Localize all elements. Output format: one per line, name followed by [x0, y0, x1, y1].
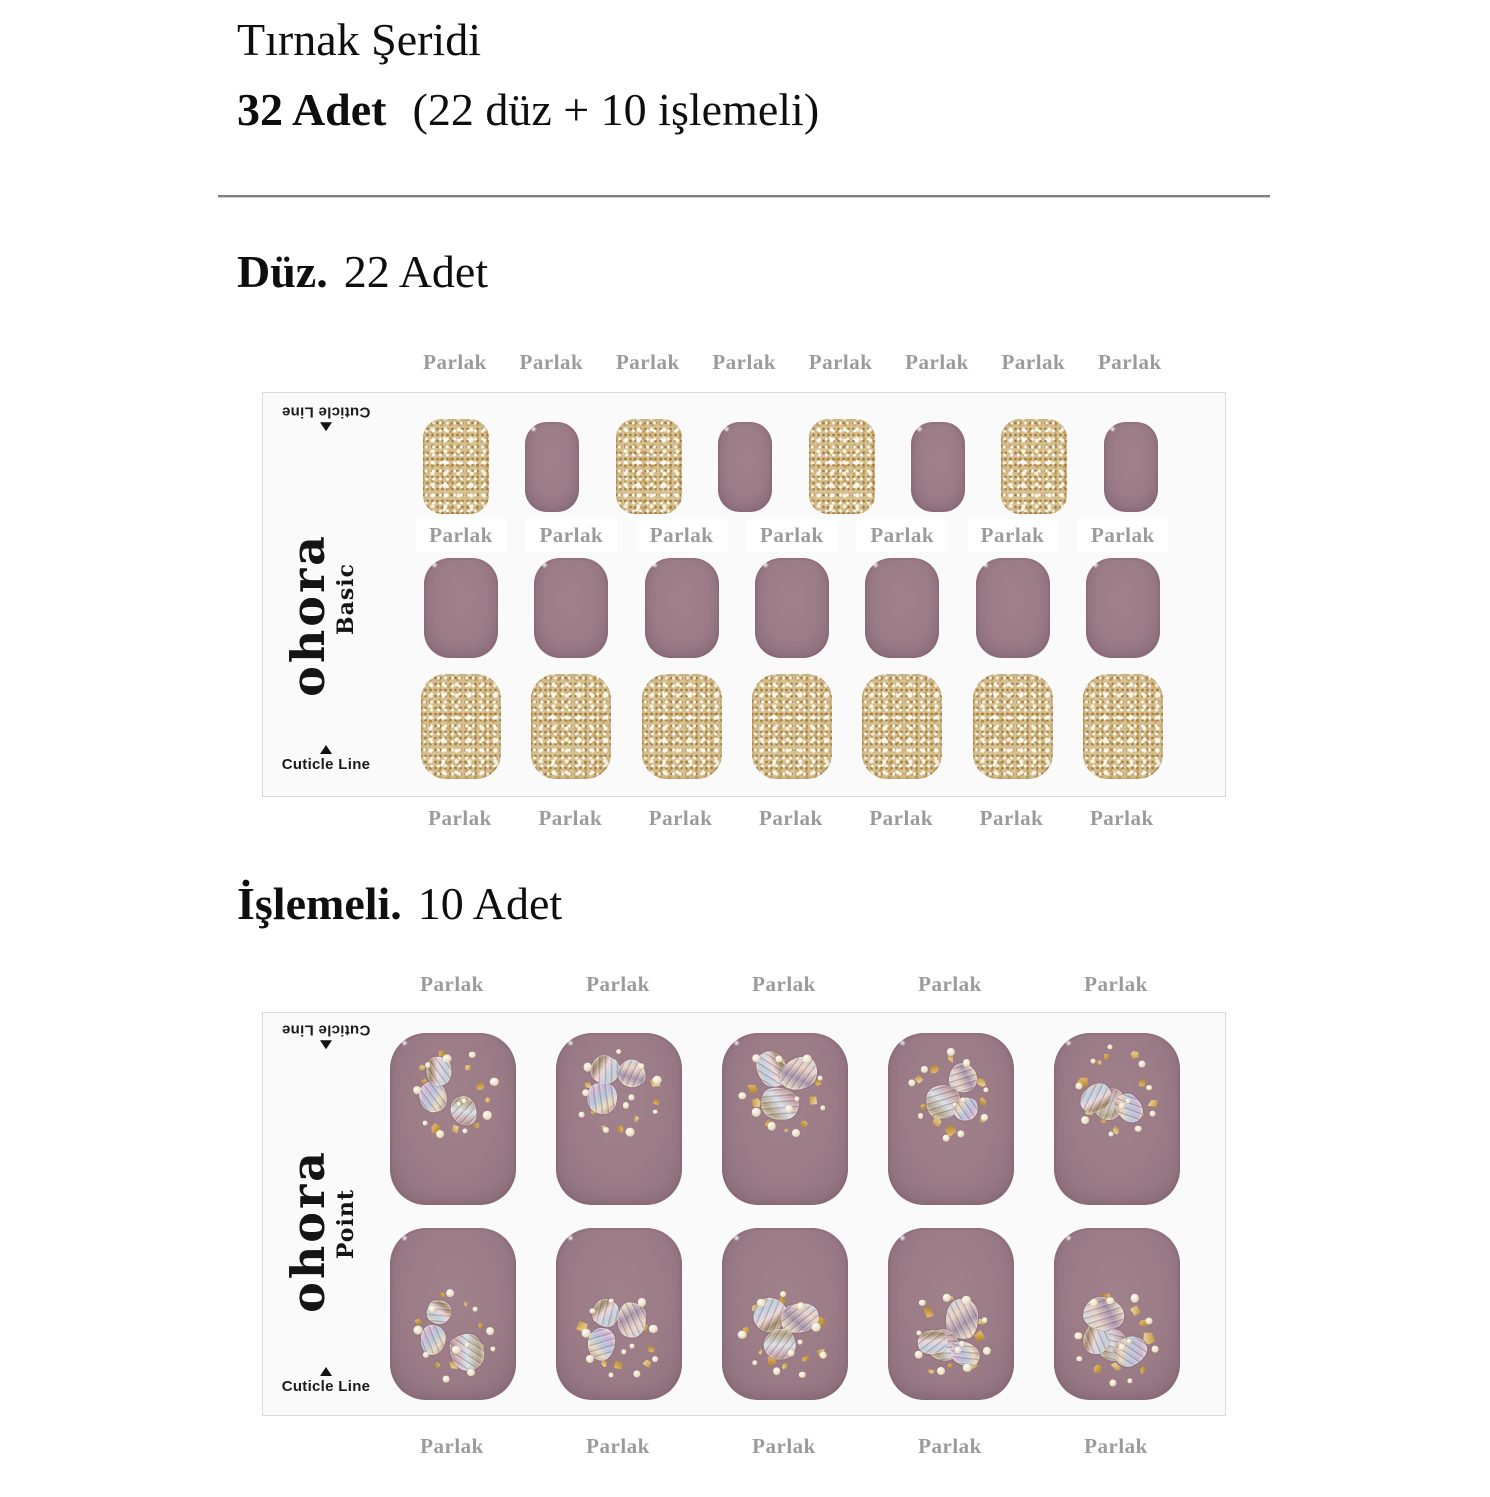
decorated-section-label: İşlemeli.	[237, 878, 402, 929]
shine-label: Parlak	[856, 519, 948, 552]
pearl	[1118, 1344, 1125, 1351]
nail-sticker-plain	[718, 422, 772, 512]
pearl	[963, 1364, 971, 1372]
shine-label: Parlak	[586, 972, 650, 996]
pearl	[443, 1376, 450, 1383]
decor-cluster	[746, 1050, 824, 1136]
cuticle-arrow-icon	[320, 1040, 332, 1049]
pearl	[914, 1351, 923, 1360]
pearl	[1152, 1346, 1159, 1353]
gold-flake	[1129, 1304, 1143, 1318]
shine-label: Parlak	[1089, 806, 1154, 830]
pearl	[1076, 1083, 1083, 1090]
pearl	[464, 1342, 469, 1347]
nail-sticker-plain	[755, 558, 829, 658]
gold-flake	[1138, 1365, 1146, 1376]
cuticle-line-marker-top	[271, 403, 381, 431]
pearl	[582, 1328, 591, 1337]
nail-sticker-glitter	[531, 674, 611, 779]
gold-flake	[780, 1361, 789, 1370]
pearl	[1138, 1061, 1145, 1068]
cuticle-arrow-icon	[320, 745, 332, 754]
brand-logo: ohora	[281, 1149, 335, 1313]
pearl	[490, 1077, 498, 1085]
shine-label: Parlak	[1077, 519, 1169, 552]
pearl	[1127, 1339, 1132, 1344]
product-count: 32 Adet	[237, 84, 387, 135]
pearl	[799, 1372, 805, 1378]
gold-flake	[642, 1359, 652, 1368]
gold-flake	[799, 1121, 808, 1129]
pearl	[1091, 1059, 1096, 1064]
cuticle-arrow-icon	[320, 1367, 332, 1376]
gold-flake	[1095, 1058, 1103, 1066]
nail-sticker-glitter	[423, 419, 489, 514]
nail-sticker-decorated	[1054, 1033, 1180, 1205]
gold-flake	[808, 1094, 819, 1107]
pearl	[491, 1346, 496, 1351]
pearl	[739, 1092, 746, 1099]
shine-label: Parlak	[586, 1434, 650, 1458]
gold-flake	[484, 1096, 491, 1103]
pearl	[578, 1111, 585, 1118]
cuticle-line-label: Cuticle Line	[281, 403, 371, 421]
pearl	[818, 1076, 823, 1081]
shine-label: Parlak	[918, 1434, 982, 1458]
gold-flake	[464, 1064, 471, 1072]
nail-sticker-plain	[645, 558, 719, 658]
shine-label: Parlak	[420, 1434, 484, 1458]
cuticle-line-label: Cuticle Line	[281, 1021, 371, 1039]
pearl	[609, 1373, 614, 1378]
nail-sticker-plain	[534, 558, 608, 658]
gold-flake	[451, 1124, 459, 1133]
cuticle-line-marker-bottom	[271, 1367, 381, 1395]
nail-sticker-decorated	[1054, 1228, 1180, 1400]
brand-logo: ohora	[281, 533, 335, 697]
pearl	[467, 1369, 475, 1377]
pearl	[820, 1105, 825, 1110]
shine-label: Parlak	[979, 806, 1044, 830]
pearl	[1127, 1379, 1132, 1384]
decor-cluster	[580, 1293, 658, 1379]
pearl	[919, 1299, 925, 1305]
shine-label: Parlak	[415, 519, 507, 552]
pearl	[983, 1087, 988, 1092]
shell-shard	[613, 1054, 652, 1093]
pearl	[456, 1102, 461, 1107]
pearl	[1075, 1333, 1082, 1340]
decor-cluster	[414, 1050, 492, 1136]
decor-cluster	[580, 1050, 658, 1136]
shine-label: Parlak	[752, 972, 816, 996]
pearl	[623, 1102, 629, 1108]
gold-flake	[783, 1127, 789, 1132]
decor-cluster	[746, 1293, 824, 1379]
pearl	[983, 1347, 991, 1355]
pearl	[649, 1325, 657, 1333]
pearl	[582, 1089, 590, 1097]
pearl	[1145, 1318, 1152, 1325]
shell-shard	[952, 1095, 979, 1121]
nail-sticker-plain	[1086, 558, 1160, 658]
pearl	[767, 1122, 776, 1131]
pearl	[413, 1325, 422, 1334]
shine-label: Parlak	[615, 350, 680, 374]
shine-label: Parlak	[648, 806, 713, 830]
pearl	[1131, 1294, 1139, 1302]
pearl	[1081, 1116, 1089, 1124]
nail-sticker-plain	[911, 422, 965, 512]
nail-sticker-glitter	[752, 674, 832, 779]
pearl	[982, 1317, 988, 1323]
pearl	[812, 1323, 821, 1332]
shine-label: Parlak	[525, 519, 617, 552]
page-title: Tırnak Şeridi	[237, 14, 481, 65]
pearl	[918, 1113, 924, 1119]
decorated-section-count: 10 Adet	[417, 878, 563, 929]
pearl	[423, 1352, 429, 1358]
pearl	[609, 1299, 614, 1304]
nail-sticker-decorated	[722, 1033, 848, 1205]
shine-label: Parlak	[1084, 972, 1148, 996]
gold-flake	[1093, 1363, 1104, 1374]
pearl	[633, 1370, 640, 1377]
pearl	[943, 1134, 950, 1141]
pearl	[820, 1352, 827, 1359]
shell-shard	[443, 1328, 491, 1377]
nail-sticker-decorated	[722, 1228, 848, 1400]
shine-label: Parlak	[905, 350, 969, 374]
shine-label: Parlak	[759, 806, 823, 830]
nail-sticker-decorated	[390, 1033, 516, 1205]
pearl	[603, 1127, 609, 1133]
pearl	[1149, 1110, 1156, 1117]
nail-sticker-plain	[1104, 422, 1158, 512]
shine-label: Parlak	[967, 519, 1059, 552]
pearl	[1109, 1131, 1114, 1136]
nail-sticker-decorated	[556, 1228, 682, 1400]
pearl	[1135, 1125, 1142, 1132]
shine-label: Parlak	[746, 519, 838, 552]
pearl	[473, 1307, 478, 1312]
nail-sticker-glitter	[642, 674, 722, 779]
gold-flake	[615, 1124, 626, 1135]
pearl	[908, 1079, 915, 1086]
pearl	[653, 1075, 662, 1084]
pearl	[1107, 1044, 1112, 1049]
nail-sticker-glitter	[616, 419, 682, 514]
shine-label: Parlak	[420, 972, 484, 996]
pearl	[621, 1349, 626, 1354]
pearl	[752, 1108, 761, 1117]
gold-flake	[800, 1354, 811, 1363]
pearl	[425, 1062, 431, 1068]
pearl	[942, 1294, 950, 1302]
gold-flake	[1129, 1048, 1142, 1061]
pearl	[921, 1066, 927, 1072]
pearl	[776, 1055, 783, 1062]
gold-flake	[1146, 1098, 1160, 1110]
shine-label: Parlak	[1001, 350, 1066, 374]
gold-flake	[758, 1349, 764, 1356]
flat-section-label: Düz.	[237, 246, 328, 297]
decor-cluster	[414, 1293, 492, 1379]
pearl	[463, 1128, 468, 1133]
decor-cluster	[912, 1293, 990, 1379]
gold-flake	[922, 1304, 936, 1319]
pearl	[469, 1051, 475, 1057]
cuticle-line-label: Cuticle Line	[281, 756, 371, 773]
shine-label: Parlak	[712, 350, 777, 374]
brand-collection-basic: Basic	[333, 563, 359, 635]
pearl	[738, 1331, 747, 1340]
gold-flake	[947, 1363, 953, 1369]
decor-cluster	[912, 1050, 990, 1136]
nail-sticker-glitter	[973, 674, 1053, 779]
pearl	[1146, 1085, 1152, 1091]
pearl	[957, 1130, 964, 1137]
shell-shard	[422, 1295, 455, 1328]
gold-flake	[474, 1079, 486, 1092]
flat-section-count: 22 Adet	[343, 246, 489, 297]
gold-flake	[438, 1292, 444, 1298]
nail-sticker-glitter	[1083, 674, 1163, 779]
pearl	[446, 1289, 454, 1297]
decor-cluster	[1078, 1293, 1156, 1379]
nail-sheet-point	[262, 1012, 1226, 1416]
pearl	[786, 1105, 794, 1113]
pearl	[963, 1059, 971, 1067]
shine-label: Parlak	[519, 350, 584, 374]
nail-sticker-plain	[424, 558, 498, 658]
pearl	[626, 1127, 635, 1136]
shine-label: Parlak	[808, 350, 873, 374]
gold-flake	[928, 1062, 941, 1075]
gold-flake	[478, 1322, 485, 1330]
pearl	[653, 1109, 658, 1114]
cuticle-line-label: Cuticle Line	[281, 1378, 371, 1395]
pearl	[947, 1048, 955, 1056]
gold-flake	[927, 1368, 935, 1374]
pearl	[752, 1360, 757, 1365]
nail-sticker-glitter	[809, 419, 875, 514]
pearl	[937, 1367, 945, 1375]
pearl	[792, 1129, 800, 1137]
shine-label: Parlak	[636, 519, 728, 552]
gold-flake	[632, 1115, 639, 1123]
product-count-detail: (22 düz + 10 işlemeli)	[412, 84, 820, 135]
pearl	[798, 1340, 803, 1345]
pearl	[803, 1055, 812, 1064]
pearl	[630, 1344, 635, 1349]
product-count-line	[237, 84, 819, 137]
pearl	[1109, 1379, 1116, 1386]
pearl	[436, 1130, 444, 1138]
pearl	[788, 1350, 795, 1357]
shine-label: Parlak	[428, 806, 492, 830]
nail-sticker-decorated	[888, 1228, 1014, 1400]
nail-sticker-decorated	[556, 1033, 682, 1205]
pearl	[1076, 1356, 1081, 1361]
nail-sticker-glitter	[1001, 419, 1067, 514]
pearl	[652, 1356, 658, 1362]
nail-sticker-glitter	[421, 674, 501, 779]
decorated-section-heading	[237, 878, 562, 931]
gold-flake	[978, 1097, 988, 1108]
gold-flake	[464, 1301, 469, 1308]
shine-label: Parlak	[869, 806, 934, 830]
pearl	[586, 1355, 594, 1363]
pearl	[413, 1086, 421, 1094]
pearl	[616, 1049, 622, 1055]
gold-flake	[914, 1073, 926, 1085]
pearl	[423, 1121, 428, 1126]
nail-sticker-plain	[525, 422, 579, 512]
pearl	[443, 1054, 452, 1063]
nail-sticker-decorated	[390, 1228, 516, 1400]
pearl	[952, 1102, 957, 1107]
pearl	[773, 1367, 781, 1375]
pearl	[583, 1063, 592, 1072]
pearl	[780, 1291, 786, 1297]
gold-flake	[744, 1082, 760, 1097]
nail-sheet-basic	[262, 392, 1226, 797]
shine-label: Parlak	[538, 806, 603, 830]
cuticle-line-marker-bottom	[271, 745, 381, 773]
pearl	[981, 1114, 987, 1120]
nail-sticker-decorated	[888, 1033, 1014, 1205]
pearl	[483, 1111, 491, 1119]
gold-flake	[614, 1361, 624, 1370]
gold-flake	[646, 1344, 656, 1354]
gold-flake	[652, 1097, 662, 1106]
pearl	[954, 1347, 961, 1354]
nail-sticker-plain	[976, 558, 1050, 658]
brand-collection-point: Point	[333, 1189, 359, 1260]
cuticle-line-marker-top	[271, 1021, 381, 1049]
decor-cluster	[1078, 1050, 1156, 1136]
shell-shard	[618, 1302, 646, 1337]
shine-label: Parlak	[918, 972, 982, 996]
shine-label: Parlak	[1084, 1434, 1148, 1458]
divider	[218, 195, 1270, 198]
nail-sticker-plain	[865, 558, 939, 658]
shine-label: Parlak	[423, 350, 487, 374]
gold-flake	[433, 1362, 441, 1369]
cuticle-arrow-icon	[320, 422, 332, 431]
flat-section-heading	[237, 246, 488, 299]
shine-label: Parlak	[1097, 350, 1162, 374]
pearl	[486, 1327, 494, 1335]
pearl	[637, 1298, 645, 1306]
pearl	[629, 1095, 634, 1100]
nail-sticker-glitter	[862, 674, 942, 779]
gold-flake	[1103, 1052, 1111, 1061]
shine-label: Parlak	[752, 1434, 816, 1458]
